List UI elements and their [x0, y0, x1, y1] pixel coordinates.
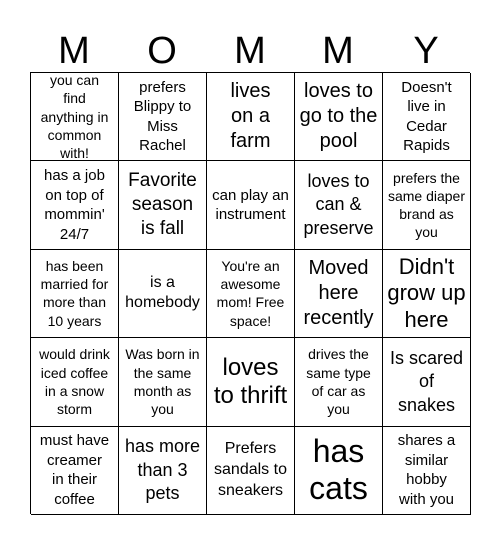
bingo-cell[interactable] [31, 338, 119, 426]
bingo-cell[interactable] [207, 427, 295, 515]
bingo-cell[interactable] [295, 73, 383, 161]
cell-text: Favorite season is fall [128, 170, 197, 239]
bingo-cell[interactable] [383, 161, 471, 249]
bingo-cell[interactable] [207, 73, 295, 161]
bingo-cell[interactable] [31, 161, 119, 249]
header-letter-3: M [234, 30, 266, 72]
header-letter-2: O [147, 30, 177, 72]
cell-text: Doesn't live in Cedar Rapids [401, 78, 452, 155]
cell-text: Was born in the same month as you [125, 346, 200, 418]
cell-text: Didn't grow up here [387, 253, 466, 332]
cell-text: you can find anything in common with! [40, 73, 109, 161]
cell-text: prefers Blippy to Miss Rachel [133, 78, 192, 155]
cell-text: must have creamer in their coffee [39, 432, 110, 508]
cell-text: You're an awesome mom! Free space! [216, 258, 285, 329]
cell-text: has a job on top of mommin' 24/7 [44, 167, 105, 243]
bingo-board [30, 72, 470, 514]
bingo-cell[interactable] [31, 427, 119, 515]
cell-text: can play an instrument [212, 186, 289, 224]
bingo-header [30, 30, 470, 72]
bingo-cell[interactable] [383, 250, 471, 338]
cell-text: Prefers sandals to sneakers [214, 440, 287, 499]
bingo-cell[interactable] [119, 161, 207, 249]
cell-text: Is scared of snakes [389, 347, 464, 415]
bingo-cell[interactable] [295, 161, 383, 249]
bingo-cell[interactable] [119, 73, 207, 161]
bingo-cell[interactable] [207, 250, 295, 338]
bingo-cell[interactable] [119, 427, 207, 515]
cell-text: shares a similar hobby with you [397, 432, 456, 508]
cell-text: Moved here recently [303, 256, 374, 329]
cell-text: is a homebody [125, 273, 200, 312]
bingo-cell[interactable] [383, 73, 471, 161]
header-letter-5: Y [413, 30, 439, 72]
cell-text: loves to go to the pool [299, 80, 378, 153]
bingo-cell[interactable] [383, 427, 471, 515]
bingo-cell[interactable] [31, 73, 119, 161]
bingo-cell[interactable] [295, 250, 383, 338]
bingo-cell[interactable] [31, 250, 119, 338]
header-letter-4: M [322, 30, 354, 72]
bingo-cell[interactable] [119, 338, 207, 426]
header-letter-1: M [58, 30, 90, 72]
cell-text: has cats [309, 433, 368, 507]
cell-text: lives on a farm [230, 80, 271, 153]
cell-text: would drink iced coffee in a snow storm [39, 346, 110, 418]
bingo-cell[interactable] [207, 161, 295, 249]
bingo-cell[interactable] [383, 338, 471, 426]
cell-text: loves to can & preserve [303, 171, 374, 238]
cell-text: has more than 3 pets [124, 436, 201, 503]
cell-text: has been married for more than 10 years [40, 258, 109, 329]
bingo-cell[interactable] [207, 338, 295, 426]
cell-text: prefers the same diaper brand as you [387, 169, 466, 241]
cell-text: drives the same type of car as you [306, 346, 371, 418]
bingo-cell[interactable] [119, 250, 207, 338]
bingo-cell[interactable] [295, 338, 383, 426]
bingo-cell[interactable] [295, 427, 383, 515]
cell-text: loves to thrift [213, 354, 288, 409]
